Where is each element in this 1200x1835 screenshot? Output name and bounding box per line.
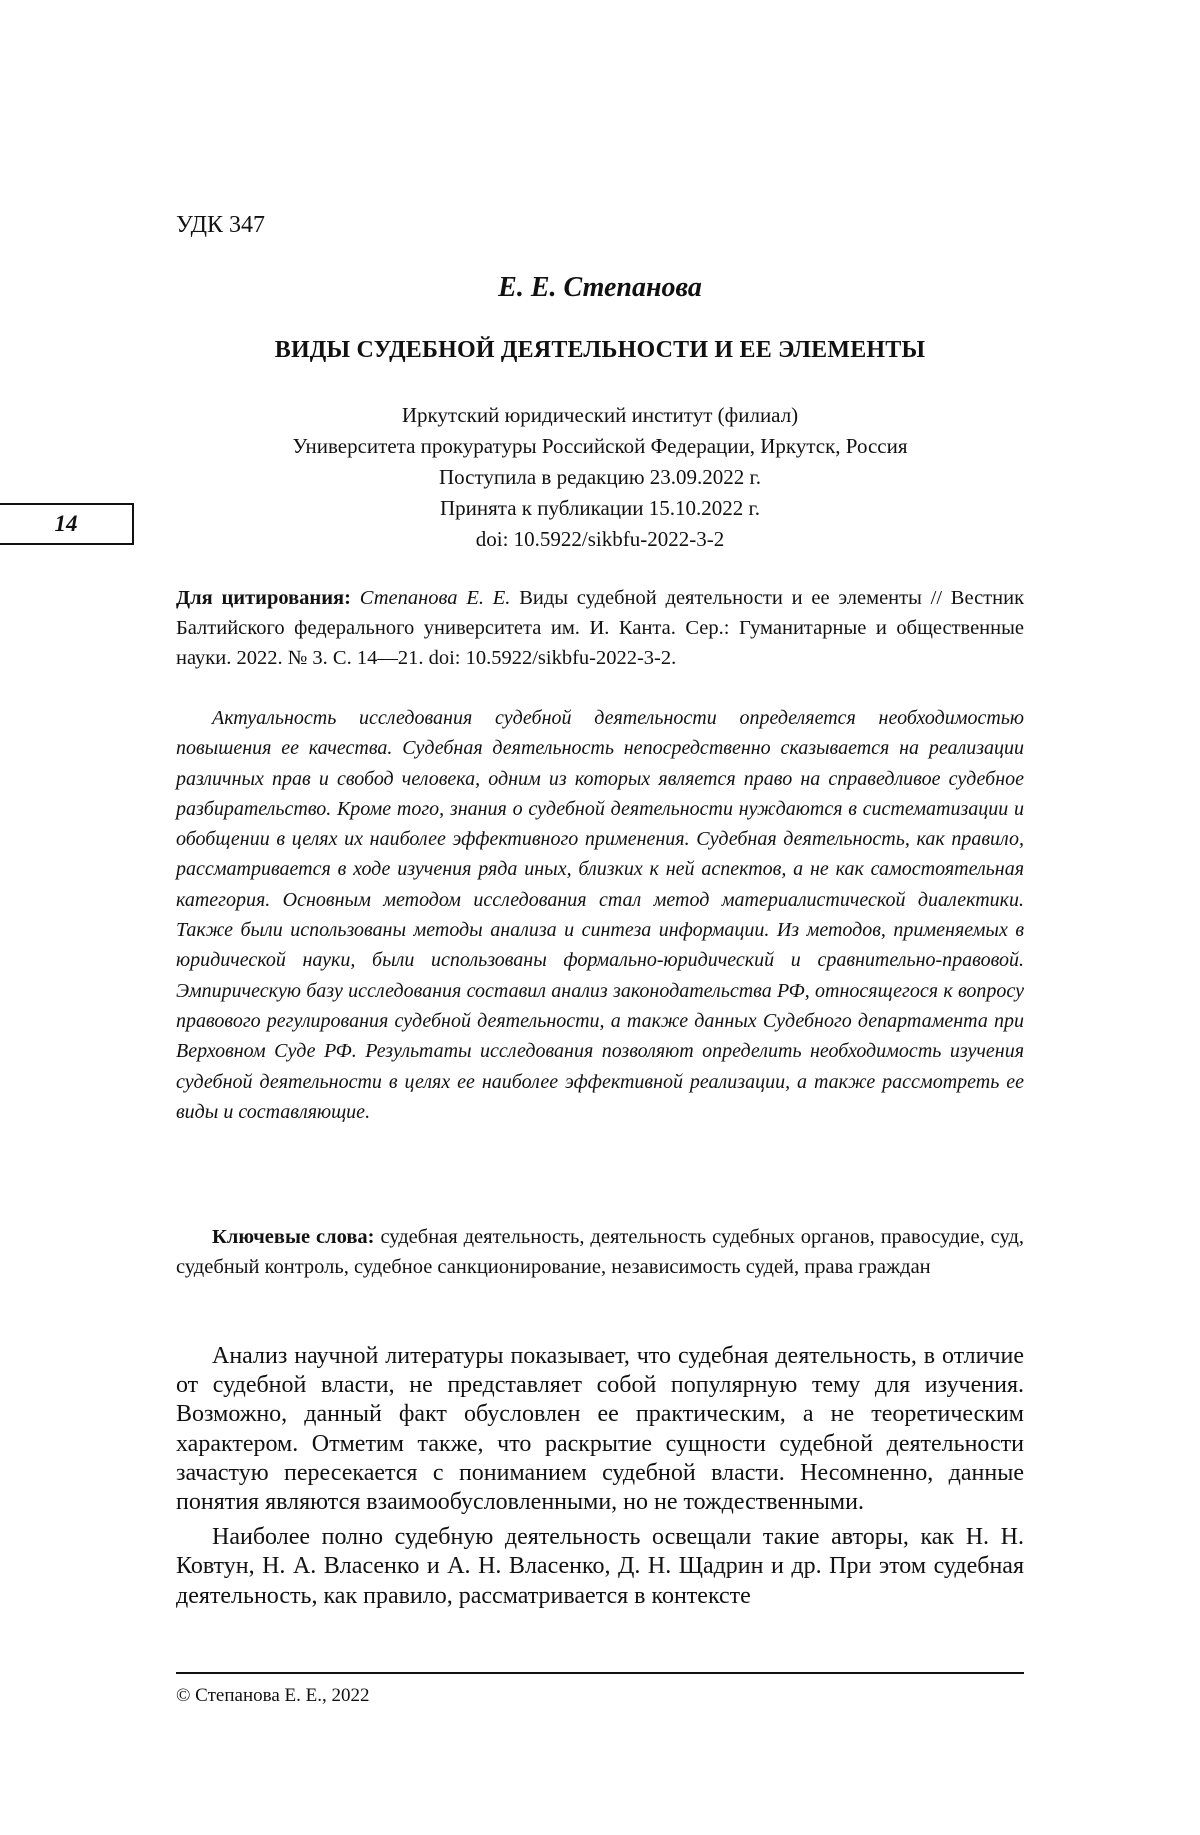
accepted-date: Принята к публикации 15.10.2022 г. <box>439 496 760 520</box>
affiliation-line-2: Университета прокуратуры Российской Федерации, Иркутск, Россия <box>292 434 908 458</box>
body-text <box>176 1342 1024 1617</box>
article-title: ВИДЫ СУДЕБНОЙ ДЕЯТЕЛЬНОСТИ И ЕЕ ЭЛЕМЕНТЫ <box>274 337 926 363</box>
keywords-text: судебная деятельность, деятельность судебных органов, правосудие, суд, судебный контроль, судебное санкционирование, независимость судей, права граждан <box>176 1226 1025 1278</box>
citation-label: Для цитирования: <box>176 587 351 609</box>
body-paragraph-2: Наиболее полно судебную деятельность освещали такие авторы, как Н. Н. Ковтун, Н. А. Власенко и А. Н. Власенко, Д. Н. Щадрин и др. При этом судебная деятельность, как правило, рассматривается в контексте <box>176 1524 1024 1609</box>
citation-text: Виды судебной деятельности и ее элементы // Вестник Балтийского федерального университета им. И. Канта. Сер.: Гуманитарные и общественные науки. 2022. № 3. С. 14—21. doi: 10.5922/sikbfu-2022-3-2. <box>176 587 1025 669</box>
page-number: 14 <box>0 503 134 545</box>
affiliation-block <box>176 400 1024 555</box>
copyright: © Степанова Е. Е., 2022 <box>176 1685 370 1706</box>
footnote-rule <box>176 1672 1024 1674</box>
doi: doi: 10.5922/sikbfu-2022-3-2 <box>475 527 725 551</box>
received-date: Поступила в редакцию 23.09.2022 г. <box>438 465 761 489</box>
keywords-label: Ключевые слова: <box>212 1226 375 1248</box>
udc-code: УДК 347 <box>176 212 265 238</box>
body-paragraph-1: Анализ научной литературы показывает, что судебная деятельность, в отличие от судебной власти, не представляет собой популярную тему для изучения. Возможно, данный факт обусловлен ее практическим, а не теоретическим характером. Отметим также, что раскрытие сущности судебной деятельности зачастую пересекается с пониманием судебной власти. Несомненно, данные понятия являются взаимообусловленными, но не тождественными. <box>176 1343 1024 1516</box>
keywords-block <box>176 1222 1024 1282</box>
citation-block <box>176 583 1024 673</box>
affiliation-line-1: Иркутский юридический институт (филиал) <box>401 403 799 427</box>
citation-author: Степанова Е. Е. <box>359 587 511 609</box>
author-name: Е. Е. Степанова <box>498 272 702 303</box>
abstract: Актуальность исследования судебной деятельности определяется необходимостью повышения ее качества. Судебная деятельность непосредственно сказывается на реализации различных прав и свобод человека, одним из которых является право на справедливое судебное разбирательство. Кроме того, знания о судебной деятельности нуждаются в систематизации и обобщении в целях их наиболее эффективного применения. Судебная деятельность, как правило, рассматривается в ходе изучения ряда иных, близких к ней аспектов, а не как самостоятельная категория. Основным методом исследования стал метод материалистической диалектики. Также были использованы методы анализа и синтеза информации. Из методов, применяемых в юридической науки, были использованы формально-юридический и сравнительно-правовой. Эмпирическую базу исследования составил анализ законодательства РФ, относящегося к вопросу правового регулирования судебной деятельности, а также данных Судебного департамента при Верховном Суде РФ. Результаты исследования позволяют определить необходимость изучения судебной деятельности в целях ее наиболее эффективной реализации, а также рассмотреть ее виды и составляющие. <box>176 707 1024 1123</box>
